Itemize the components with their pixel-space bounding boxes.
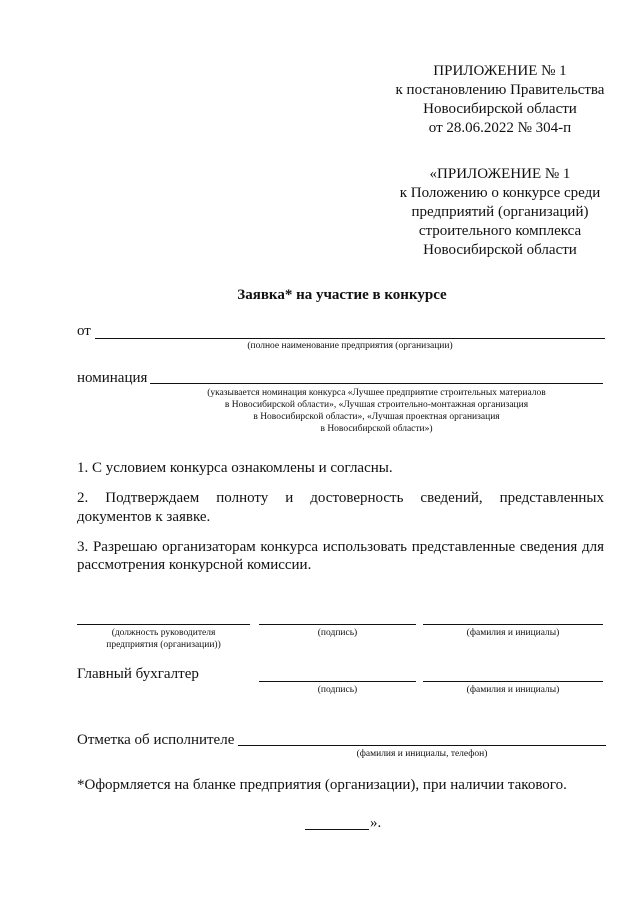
appendix-title: «ПРИЛОЖЕНИЕ № 1 [429,166,571,182]
page-title: Заявка* на участие в конкурсе [237,287,447,303]
appendix-date: от 28.06.2022 № 304-п [428,120,572,136]
from-field-line[interactable] [95,338,605,339]
item-3-line1: 3. Разрешаю организаторам конкурса использовать представленные сведения для [77,539,604,555]
closing-line [305,829,369,830]
item-1: 1. С условием конкурса ознакомлены и согласны. [77,460,393,476]
executor-label: Отметка об исполнителе [77,732,235,748]
position-hint-line: (должность руководителя [111,628,216,638]
accountant-name-hint: (фамилия и инициалы) [466,685,560,695]
signature-field-line[interactable] [259,624,416,625]
appendix-line: Новосибирской области [423,242,577,258]
appendix-line: предприятий (организаций) [411,204,589,220]
appendix-line: Новосибирской области [423,101,577,117]
from-label: от [77,323,91,339]
accountant-signature-line[interactable] [259,681,416,682]
position-hint-line: предприятия (организации)) [106,640,221,650]
nomination-label: номинация [77,370,148,386]
appendix-title: ПРИЛОЖЕНИЕ № 1 [433,63,567,79]
item-2-line1: 2. Подтверждаем полноту и достоверность сведений, представленных [77,490,604,506]
regulation-appendix-header [380,165,620,260]
footnote: *Оформляется на бланке предприятия (организации), при наличии такового. [77,777,567,793]
name-hint: (фамилия и инициалы) [466,628,560,638]
from-hint: (полное наименование предприятия (организации) [247,341,453,351]
nomination-hint [150,387,603,435]
appendix-line: к Положению о конкурсе среди [399,185,601,201]
appendix-header [380,62,620,138]
accountant-label: Главный бухгалтер [77,666,199,682]
executor-hint: (фамилия и инициалы, телефон) [356,749,488,759]
closing-quote: ». [370,815,382,831]
name-field-line[interactable] [423,624,603,625]
signature-hint: (подпись) [317,628,358,638]
nomination-hint-line: в Новосибирской области») [320,424,433,434]
position-hint [77,627,250,651]
nomination-hint-line: (указывается номинация конкурса «Лучшее предприятие строительных материалов [207,388,546,398]
appendix-line: строительного комплекса [418,223,582,239]
item-3-line2: рассмотрения конкурсной комиссии. [77,557,312,573]
position-field-line[interactable] [77,624,250,625]
accountant-name-line[interactable] [423,681,603,682]
item-2-line2: документов к заявке. [77,509,211,525]
executor-field-line[interactable] [238,745,606,746]
nomination-field-line[interactable] [150,383,603,384]
nomination-hint-line: в Новосибирской области», «Лучшая проектная организация [253,412,500,422]
nomination-hint-line: в Новосибирской области», «Лучшая строительно-монтажная организация [224,400,529,410]
accountant-signature-hint: (подпись) [317,685,358,695]
appendix-line: к постановлению Правительства [395,82,605,98]
